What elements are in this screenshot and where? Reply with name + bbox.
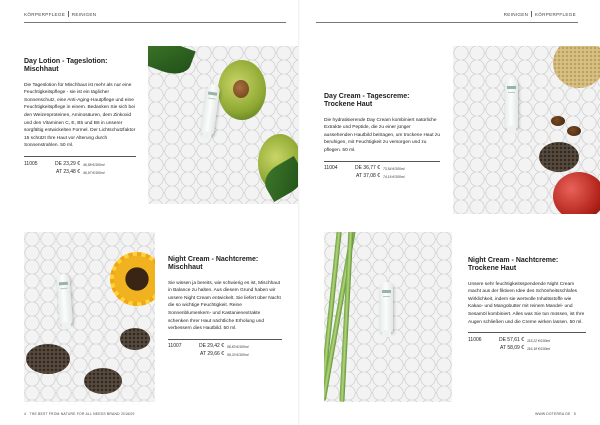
- product-description: Unsere sehr feuchtigkeitsspendende Night Cream macht aus der fiktiven Idee des Schönheitsschlafes Wirklichkeit, indem sie wertvolle Inhaltsstoffe wie Kakao- und Mangobutter mit reinem Mandel- und Sesamöl kombiniert. Alles was Sie tun müssen, ist Ihre Augen schließen und die Creme wirken lassen. 50 ml.: [468, 281, 585, 325]
- cocoa-bean-image: [551, 116, 565, 126]
- header-section: KÖRPERPFLEGE: [24, 12, 66, 17]
- product-block: [324, 93, 440, 181]
- price-table: [24, 161, 136, 177]
- page-header: [504, 11, 576, 17]
- cocoa-bean-image: [567, 126, 581, 136]
- seeds-image: [26, 344, 70, 374]
- unit-price-de: 58,83 €/100ml: [227, 345, 249, 350]
- product-title: Night Cream - Nachtcreme: Mischhaut: [168, 256, 259, 272]
- product-tube-image: [505, 78, 518, 128]
- seeds-image: [84, 368, 122, 394]
- page-footer: [24, 412, 135, 416]
- price-rule: [468, 332, 586, 333]
- header-section: REINIGEN: [503, 12, 529, 17]
- product-tube-image: [380, 282, 393, 332]
- header-rule: [316, 22, 578, 23]
- product-title: Night Cream - Nachtcreme: Trockene Haut: [468, 257, 559, 273]
- product-block: [468, 257, 586, 353]
- footer-text: THE BEST FROM NATURE FOR ALL NEEDS BRAND 2016/09: [29, 412, 135, 416]
- unit-price-at: 59,33 €/100ml: [227, 353, 249, 358]
- price-rule: [324, 161, 440, 162]
- avocado-pit-image: [233, 80, 249, 98]
- product-photo-avocado: [148, 46, 299, 204]
- page-header: [24, 11, 96, 17]
- price-rule: [168, 339, 282, 340]
- unit-price-de: 46,58 €/100ml: [83, 162, 105, 167]
- footer-text: WWW.DOTERRA.DE: [535, 412, 571, 416]
- fruit-image: [553, 172, 600, 214]
- header-section: REINIGEN: [71, 12, 97, 17]
- leaf-image: [148, 46, 196, 80]
- product-block: [168, 256, 282, 359]
- price-at: AT 23,48 €: [56, 168, 80, 175]
- product-title: Day Lotion - Tageslotion: Mischhaut: [24, 58, 108, 74]
- article-number: 11007: [168, 343, 182, 350]
- price-rule: [24, 156, 136, 157]
- right-page: [300, 0, 600, 425]
- product-title: Day Cream - Tagescreme: Trockene Haut: [324, 93, 410, 109]
- sunflower-image: [110, 252, 155, 306]
- price-at: AT 37,08 €: [356, 173, 380, 180]
- price-de: DE 29,42 €: [198, 343, 224, 350]
- price-de: DE 23,29 €: [54, 160, 80, 167]
- header-section: KÖRPERPFLEGE: [534, 12, 576, 17]
- product-description: Sie wissen ja bereits, wie schwierig es ist, Mischhaut in Balance zu halten. Aus diesem Grund haben wir unsere Night Cream entwickelt. Sie liefert über Nacht die so wichtige Feuchtigkeit. Reine Sonnenblumenkern- und Kastanienextrakte schenken Ihrer Haut nächtliche Erholung und verbessern dies Hautbild. 50 ml.: [168, 280, 281, 332]
- price-de: DE 57,61 €: [498, 336, 524, 343]
- article-number: 11004: [324, 165, 338, 172]
- article-number: 11006: [468, 336, 482, 343]
- header-rule: [24, 22, 286, 23]
- product-photo-cocoa: [453, 46, 600, 214]
- price-de: DE 36,77 €: [354, 165, 380, 172]
- page-footer: [535, 412, 576, 416]
- product-description: Die hydratisierende Day Cream kombiniert natürliche Extrakte und Peptide, die zu einer jünger aussehenden Hautbild beitragen, um trockene Haut zu beruhigen, mit Feuchtigkeit zu versorgen und zu pflegen. 50 ml.: [324, 117, 440, 153]
- grain-image: [553, 46, 600, 88]
- product-block: [24, 58, 136, 177]
- unit-price-at: 116,18 €/100ml: [527, 346, 551, 351]
- price-table: [168, 343, 282, 359]
- seeds-image: [120, 328, 150, 350]
- lemongrass-image: [339, 232, 353, 402]
- unit-price-de: 73,54 €/100ml: [383, 167, 405, 172]
- product-tube-image: [201, 83, 221, 134]
- price-table: [324, 165, 440, 181]
- article-number: 11005: [24, 160, 38, 167]
- product-description: Die Tageslotion für Mischhaut ist mehr als nur eine Feuchtigkeitspflege - sie ist ein täglicher Sonnenschutz, eine Anti-Aging-Hautpflege und eine Feuchtigkeitspflege in einem. Bedanken Sie sich bei den Weizenproteinen, Aminosäuren, dem Zinkoxid und den Vitaminen C, E, B5 und B6 in unserer sorgfältig entwickelten Formel. Der Lichtschutzfaktor 15 schützt Ihre Haut vor Alterung durch Sonnenstrahlen. 50 ml.: [24, 82, 136, 149]
- page-number: 5: [573, 412, 576, 416]
- cocoa-nibs-image: [539, 142, 579, 172]
- price-at: AT 58,09 €: [500, 344, 524, 351]
- price-at: AT 29,66 €: [200, 351, 224, 358]
- product-tube-image: [56, 274, 72, 325]
- unit-price-de: 115,22 €/100ml: [527, 338, 551, 343]
- unit-price-at: 74,16 €/100ml: [383, 175, 405, 180]
- product-photo-sunflower: [24, 232, 155, 402]
- product-photo-lemongrass: [324, 232, 452, 402]
- page-number: 4: [24, 412, 27, 416]
- price-table: [468, 337, 586, 353]
- unit-price-at: 46,97 €/100ml: [83, 170, 105, 175]
